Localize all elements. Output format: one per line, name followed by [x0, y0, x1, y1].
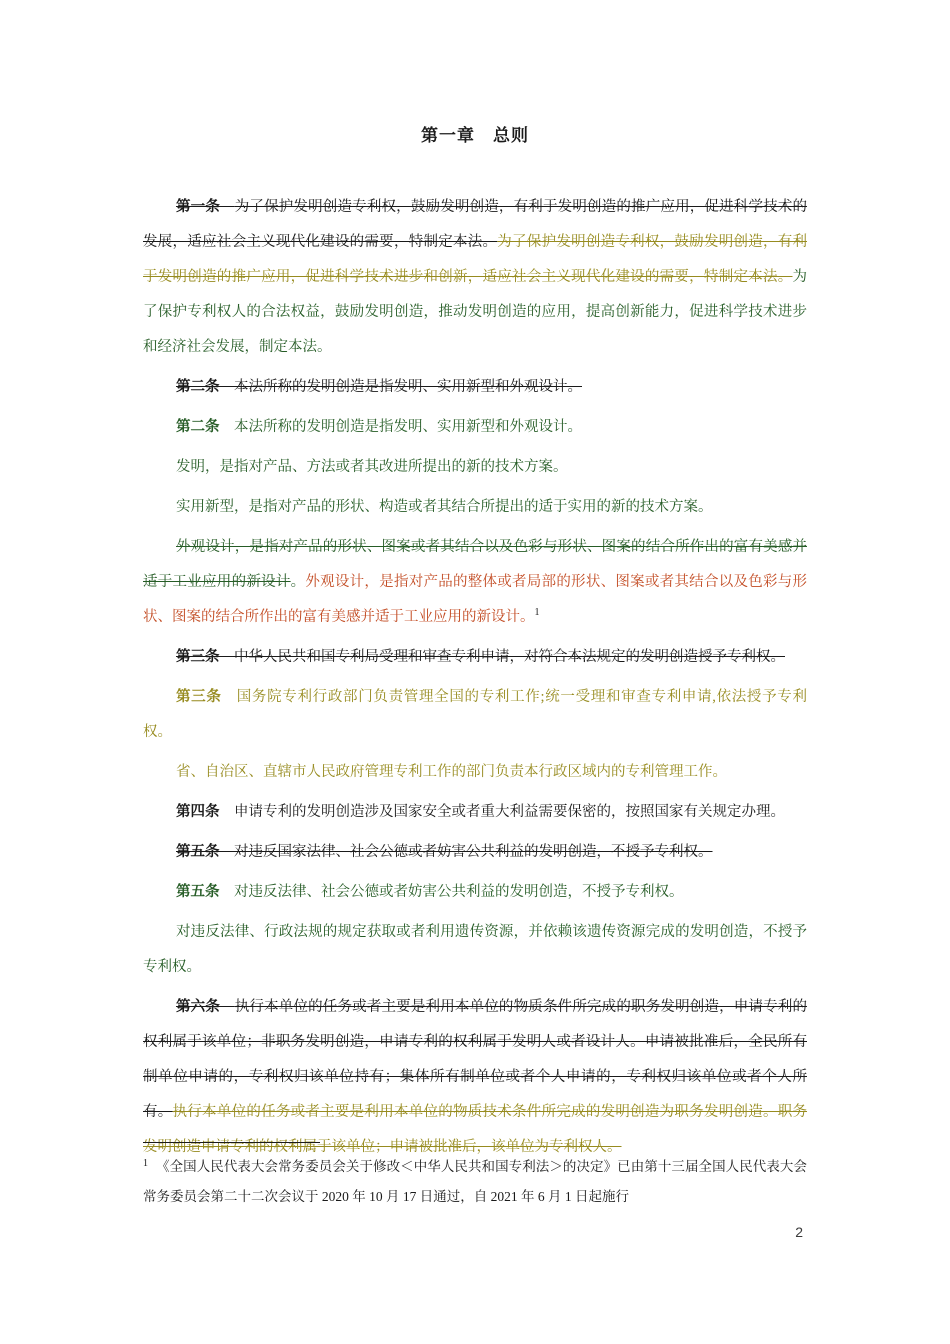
text-run: 对违反法律、行政法规的规定获取或者利用遗传资源，并依赖该遗传资源完成的发明创造，不授予专利权。: [143, 924, 807, 975]
text-run: 对违反法律、社会公德或者妨害公共利益的发明创造，不授予专利权。: [234, 884, 684, 900]
text-run: 国务院专利行政部门负责管理全国的专利工作;统一受理和审查专利申请,依法授予专利权。: [143, 689, 807, 740]
footnote-marker: 1: [143, 1157, 148, 1169]
text-run: 发明，是指对产品、方法或者其改进所提出的新的技术方案。: [176, 459, 568, 475]
paragraph: [143, 530, 807, 635]
text-run: 第五条: [176, 844, 234, 860]
paragraph: [143, 450, 807, 485]
text-run: 第三条: [176, 689, 237, 705]
footnote-separator-line: [143, 1142, 320, 1143]
paragraph: [143, 410, 807, 445]
text-run: 为了保护发明创造专利权，鼓励发明创造，有利于发明创造的推广应用，促进科学技术进步和创新，适应社会主义现代化建设的需要，特制定本法。: [143, 234, 808, 285]
text-run: 外观设计，是指对产品的形状、图案或者其结合以及色彩与形状、图案的结合所作出的富有美感并适于工业应用的新设计: [143, 539, 807, 590]
paragraph-list: [143, 190, 807, 1165]
page-number: 2: [795, 1224, 803, 1240]
footnote-text: 《全国人民代表大会常务委员会关于修改＜中华人民共和国专利法＞的决定》已由第十三届全国人民代表大会常务委员会第二十二次会议于 2020 年 10 月 17 日通过，自 2021 年 6 月 1 日起施行: [143, 1159, 807, 1204]
text-run: 省、自治区、直辖市人民政府管理专利工作的部门负责本行政区域内的专利管理工作。: [176, 764, 727, 780]
paragraph: [143, 795, 807, 830]
footnote: [143, 1152, 807, 1212]
text-run: 本法所称的发明创造是指发明、实用新型和外观设计。: [234, 419, 582, 435]
paragraph: [143, 680, 807, 750]
text-run: 本法所称的发明创造是指发明、实用新型和外观设计。: [234, 379, 582, 395]
paragraph: [143, 915, 807, 985]
paragraph: [143, 640, 807, 675]
text-run: 中华人民共和国专利局受理和审查专利申请，对符合本法规定的发明创造授予专利权。: [234, 649, 785, 665]
text-run: 第一条: [176, 199, 235, 215]
text-run: 执行本单位的任务或者主要是利用本单位的物质技术条件所完成的发明创造为职务发明创造。职务发明创造申请专利的权利属于该单位；申请被批准后，该单位为专利权人。: [143, 1104, 808, 1155]
text-run: 第五条: [176, 884, 234, 900]
text-run: 对违反国家法律、社会公德或者妨害公共利益的发明创造，不授予专利权。: [234, 844, 713, 860]
document-page: [143, 121, 807, 1170]
text-run: 执行本单位的任务或者主要是利用本单位的物质条件所完成的职务发明创造，申请专利的权利属于该单位；非职务发明创造，申请专利的权利属于发明人或者设计人。申请被批准后，全民所有制单位申请的，专利权归该单位持有；集体所有制单位或者个人申请的，专利权归该单位或者个人所有。: [143, 999, 808, 1120]
paragraph: [143, 190, 807, 365]
text-run: 第二条: [176, 379, 234, 395]
paragraph: [143, 370, 807, 405]
paragraph: [143, 875, 807, 910]
paragraph: [143, 835, 807, 870]
text-run: 实用新型，是指对产品的形状、构造或者其结合所提出的适于实用的新的技术方案。: [176, 499, 713, 515]
paragraph: [143, 990, 807, 1165]
text-run: 第四条: [176, 804, 234, 820]
text-run: 申请专利的发明创造涉及国家安全或者重大利益需要保密的，按照国家有关规定办理。: [234, 804, 785, 820]
text-run: 第六条: [176, 999, 235, 1015]
footnote-area: [143, 1142, 807, 1212]
text-run: 外观设计，是指对产品的整体或者局部的形状、图案或者其结合以及色彩与形状、图案的结合所作出的富有美感并适于工业应用的新设计。: [143, 574, 808, 625]
text-run: 第二条: [176, 419, 234, 435]
text-run: 为了保护发明创造专利权，鼓励发明创造，有利于发明创造的推广应用，促进科学技术的发展，适应社会主义现代化建设的需要，特制定本法。: [143, 199, 808, 250]
footnote-reference: 1: [534, 607, 540, 619]
paragraph: [143, 755, 807, 790]
chapter-title: 第一章 总则: [421, 126, 529, 145]
text-run: 为了保护专利权人的合法权益，鼓励发明创造，推动发明创造的应用，提高创新能力，促进科学技术进步和经济社会发展，制定本法。: [143, 269, 807, 355]
text-run: 。: [290, 574, 306, 590]
paragraph: [143, 490, 807, 525]
text-run: 第三条: [176, 649, 234, 665]
